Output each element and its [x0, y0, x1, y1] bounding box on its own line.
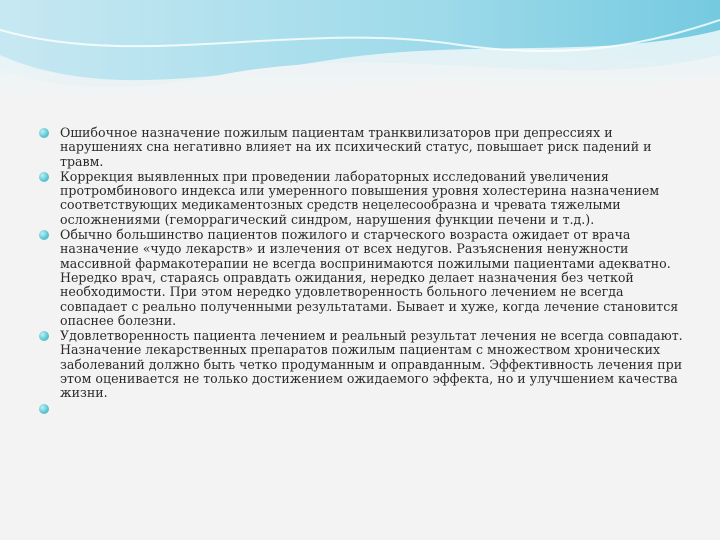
bullet-item: [38, 126, 688, 169]
bullet-item: [38, 228, 688, 328]
bullet-icon: [39, 404, 49, 414]
bullet-text: Ошибочное назначение пожилым пациентам транквилизаторов при депрессиях и нарушениях сна негативно влияет на их психический статус, повышает риск падений и травм.: [60, 125, 652, 169]
bullet-list: [38, 126, 688, 416]
bullet-item: [38, 329, 688, 400]
bullet-text: Коррекция выявленных при проведении лабораторных исследований увеличения протромбинового индекса или умеренного повышения уровня холестерина назначением соответствующих медикаментозных средств нецелесообразна и чревата тяжелыми осложнениями (геморрагический синдром, нарушения функции печени и т.д.).: [60, 168, 660, 227]
slide-content: [38, 126, 688, 417]
bullet-icon: [39, 128, 49, 138]
decorative-wave-header: [0, 0, 720, 120]
bullet-item-empty: [38, 402, 688, 416]
bullet-text: Обычно большинство пациентов пожилого и старческого возраста ожидает от врача назначение «чудо лекарств» и излечения от всех недугов. Разъяснения ненужности массивной фармакотерапии не всегда воспринимаются пожилыми пациентами адекватно. Нередко врач, стараясь оправдать ожидания, нередко делает назначения без четкой необходимости. При этом нередко удовлетворенность больного лечением не всегда совпадает с реально полученными результатами. Бывает и хуже, когда лечение становится опаснее болезни.: [60, 227, 679, 328]
bullet-item: [38, 170, 688, 227]
bullet-icon: [39, 331, 49, 341]
bullet-icon: [39, 172, 49, 182]
bullet-icon: [39, 230, 49, 240]
bullet-text: Удовлетворенность пациента лечением и реальный результат лечения не всегда совпадают. Назначение лекарственных препаратов пожилым пациентам с множеством хронических заболеваний должно быть четко продуманным и оправданным. Эффективность лечения при этом оценивается не только достижением ожидаемого эффекта, но и улучшением качества жизни.: [60, 328, 683, 401]
